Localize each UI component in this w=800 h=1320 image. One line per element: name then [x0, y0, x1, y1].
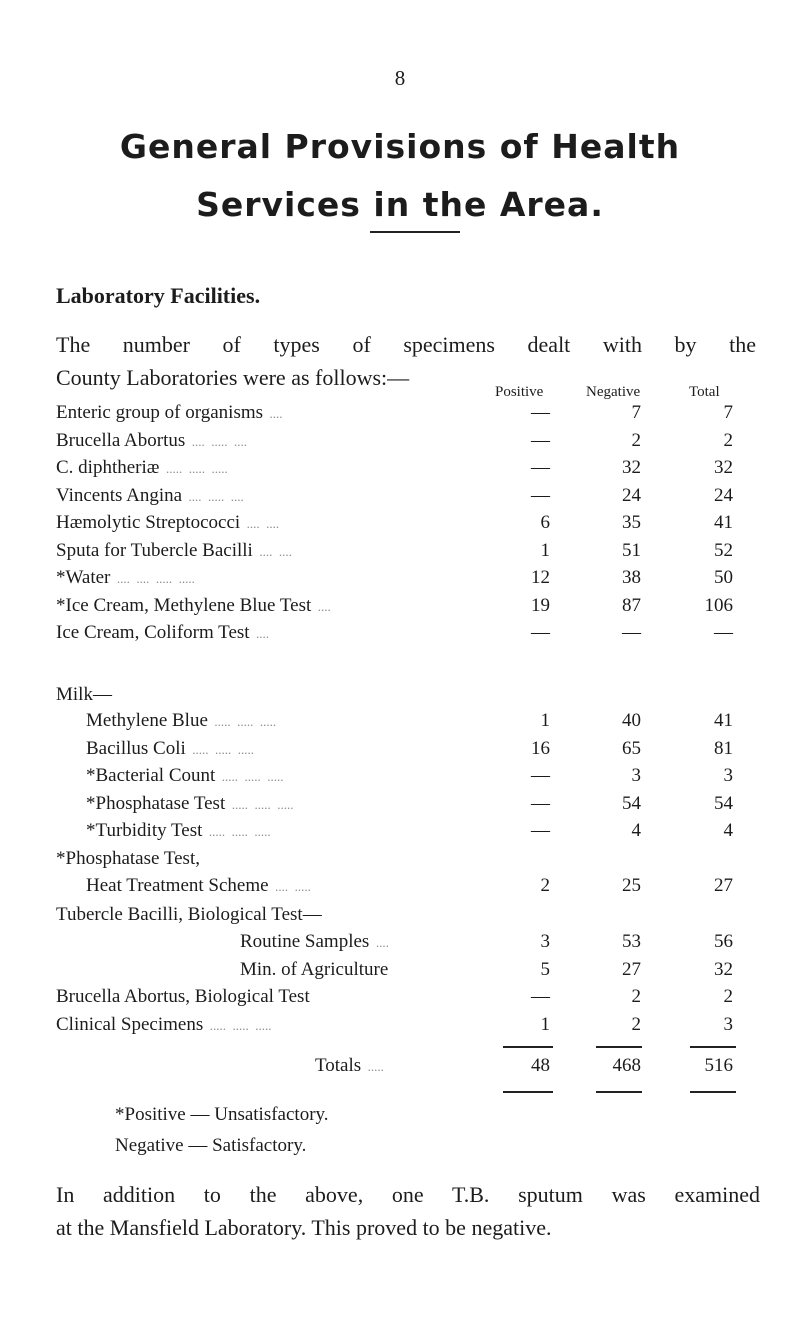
table-row — [0, 485, 800, 513]
table-row — [0, 457, 800, 485]
row-label-text: *Ice Cream, Methylene Blue Test — [56, 594, 312, 616]
column-header-total: Total — [689, 384, 720, 400]
row-label-text: Min. of Agriculture — [240, 958, 389, 980]
row-label-text: *Water — [56, 567, 111, 588]
leader-dots: .... — [369, 935, 389, 950]
cell-positive: 6 — [540, 512, 550, 533]
cell-positive: — — [531, 820, 550, 841]
cell-negative: 25 — [622, 875, 641, 896]
cell-total: 106 — [704, 594, 733, 616]
row-label — [86, 710, 276, 732]
row-label — [56, 512, 279, 534]
cell-negative: 53 — [622, 931, 641, 952]
table-row — [0, 793, 800, 821]
cell-positive: 12 — [531, 567, 550, 588]
cell-negative: 24 — [622, 484, 641, 506]
cell-positive: 5 — [540, 958, 550, 980]
leader-dots: .... — [249, 626, 270, 641]
title-line-1: General Provisions of Health — [119, 127, 681, 166]
cell-positive: — — [531, 457, 550, 478]
cell-positive: — — [531, 986, 550, 1007]
row-label — [56, 622, 269, 644]
row-label — [86, 820, 271, 842]
leader-dots: .... ..... — [268, 879, 311, 894]
row-label-text: Routine Samples — [240, 931, 370, 952]
leader-dots: ..... ..... ..... — [215, 769, 284, 784]
cell-total: 52 — [714, 539, 733, 561]
milk-heading-text: Milk— — [56, 684, 112, 705]
row-label — [86, 793, 293, 815]
leader-dots: ..... ..... ..... — [203, 1017, 272, 1033]
row-label-text: Ice Cream, Coliform Test — [56, 622, 250, 643]
leader-dots: ..... ..... ..... — [225, 796, 294, 812]
cell-positive: 48 — [531, 1055, 550, 1076]
cell-positive: 1 — [540, 539, 550, 561]
cell-positive: 1 — [540, 1013, 550, 1035]
table-row — [0, 402, 800, 430]
table-row — [0, 622, 800, 650]
row-label — [240, 959, 388, 981]
cell-negative: 65 — [622, 737, 641, 759]
row-label — [86, 765, 284, 787]
phosphatase-heading-text: *Phosphatase Test, — [56, 848, 200, 869]
milk-heading — [0, 684, 800, 712]
cell-positive: — — [531, 792, 550, 814]
row-label — [56, 567, 195, 589]
table-row — [0, 765, 800, 793]
cell-negative: 468 — [612, 1055, 641, 1076]
cell-negative: 2 — [631, 986, 641, 1007]
table-row — [0, 710, 800, 738]
total-rule-bottom — [690, 1091, 736, 1093]
row-label — [56, 430, 247, 452]
cell-total: 54 — [714, 792, 733, 814]
row-label — [56, 1014, 271, 1036]
title-divider — [370, 231, 460, 233]
cell-positive: — — [531, 484, 550, 506]
row-label-text: Vincents Angina — [56, 484, 183, 506]
table-row — [0, 875, 800, 903]
column-header-positive: Positive — [495, 384, 544, 400]
row-label-text: Bacillus Coli — [86, 737, 186, 759]
cell-total: 516 — [704, 1055, 733, 1076]
cell-total: 24 — [714, 484, 733, 506]
row-label-text: Methylene Blue — [86, 710, 208, 731]
table-row — [0, 931, 800, 959]
row-label — [86, 738, 254, 760]
cell-total: 32 — [714, 958, 733, 980]
total-rule-top — [503, 1046, 553, 1048]
row-label-text: Sputa for Tubercle Bacilli — [56, 539, 253, 561]
phosphatase-heading — [0, 848, 800, 876]
row-label — [56, 595, 331, 617]
total-rule-bottom — [503, 1091, 553, 1093]
cell-negative: — — [622, 622, 641, 643]
row-label-text: Clinical Specimens — [56, 1013, 204, 1035]
cell-positive: — — [531, 622, 550, 643]
row-label-text: Totals — [315, 1055, 362, 1076]
closing-line-1: In addition to the above, one T.B. sputum was examined — [56, 1182, 760, 1207]
row-label-text: *Phosphatase Test — [86, 792, 226, 814]
cell-negative: 38 — [622, 567, 641, 588]
cell-positive: 3 — [540, 931, 550, 952]
intro-line-2: County Laboratories were as follows:— — [56, 365, 410, 390]
cell-total: 41 — [714, 710, 733, 731]
cell-total: 56 — [714, 931, 733, 952]
cell-positive: 16 — [531, 737, 550, 759]
tubercle-heading — [0, 904, 800, 932]
cell-negative: 87 — [622, 594, 641, 616]
row-label — [240, 931, 389, 953]
title-line-2: Services in the Area. — [196, 185, 604, 224]
cell-positive: 1 — [540, 710, 550, 731]
row-label-text: *Bacterial Count — [86, 765, 216, 786]
cell-positive: — — [531, 765, 550, 786]
table-row — [0, 959, 800, 987]
table-row — [0, 1014, 800, 1042]
cell-negative: 2 — [631, 1013, 641, 1035]
leader-dots: .... — [311, 598, 331, 614]
cell-total: 81 — [714, 737, 733, 759]
leader-dots: .... .... ..... ..... — [110, 571, 195, 586]
cell-total: 2 — [723, 429, 733, 451]
cell-negative: 40 — [622, 710, 641, 731]
leader-dots: .... ..... .... — [182, 488, 244, 504]
page-title — [60, 118, 740, 234]
intro-line-1: The number of types of specimens dealt with by the — [56, 332, 756, 357]
cell-total: 50 — [714, 567, 733, 588]
leader-dots: .... .... — [240, 516, 280, 531]
table-row — [0, 512, 800, 540]
table-row — [0, 986, 800, 1014]
row-label — [56, 457, 228, 479]
table-row — [0, 540, 800, 568]
row-label — [56, 485, 244, 507]
cell-total: 7 — [723, 402, 733, 423]
footnote-positive: *Positive — Unsatisfactory. — [115, 1104, 329, 1125]
row-label-text: Enteric group of organisms — [56, 402, 264, 423]
closing-paragraph — [56, 1178, 760, 1244]
row-label-text: Hæmolytic Streptococci — [56, 512, 241, 533]
cell-positive: 19 — [531, 594, 550, 616]
tubercle-heading-text: Tubercle Bacilli, Biological Test— — [56, 904, 322, 925]
cell-total: 4 — [723, 820, 733, 841]
row-label — [56, 402, 283, 424]
cell-positive: — — [531, 402, 550, 423]
table-row — [0, 430, 800, 458]
total-rule-bottom — [596, 1091, 642, 1093]
cell-negative: 35 — [622, 512, 641, 533]
leader-dots: ..... ..... ..... — [159, 461, 228, 476]
cell-negative: 4 — [631, 820, 641, 841]
cell-total: 3 — [723, 1013, 733, 1035]
cell-total: 2 — [723, 986, 733, 1007]
cell-negative: 51 — [622, 539, 641, 561]
page-number: 8 — [394, 66, 406, 90]
intro-paragraph — [56, 328, 756, 394]
row-label-text: *Turbidity Test — [86, 820, 203, 841]
footnote-negative: Negative — Satisfactory. — [115, 1135, 307, 1156]
cell-total: 41 — [714, 512, 733, 533]
row-label — [86, 875, 311, 897]
leader-dots: .... .... — [252, 543, 292, 559]
column-header-negative: Negative — [586, 384, 641, 400]
cell-negative: 54 — [622, 792, 641, 814]
leader-dots: ..... ..... ..... — [202, 824, 271, 839]
total-rule-top — [690, 1046, 736, 1048]
row-label-text: C. diphtheriæ — [56, 457, 160, 478]
cell-negative: 27 — [622, 958, 641, 980]
cell-total: 3 — [723, 765, 733, 786]
total-rule-top — [596, 1046, 642, 1048]
cell-total: — — [714, 622, 733, 643]
table-row — [0, 567, 800, 595]
row-label-text: Brucella Abortus, Biological Test — [56, 986, 310, 1007]
row-label-text: Brucella Abortus — [56, 429, 186, 451]
row-label — [56, 986, 310, 1008]
cell-negative: 32 — [622, 457, 641, 478]
section-heading: Laboratory Facilities. — [56, 283, 261, 308]
leader-dots: ..... — [361, 1059, 384, 1074]
table-row — [0, 738, 800, 766]
table-row — [0, 595, 800, 623]
table-row — [0, 820, 800, 848]
leader-dots: ..... ..... ..... — [185, 741, 254, 757]
cell-positive: 2 — [540, 875, 550, 896]
cell-positive: — — [531, 429, 550, 451]
cell-total: 27 — [714, 875, 733, 896]
cell-negative: 7 — [631, 402, 641, 423]
leader-dots: ..... ..... ..... — [207, 714, 277, 729]
leader-dots: .... ..... .... — [185, 433, 248, 449]
closing-line-2: at the Mansfield Laboratory. This proved to be negative. — [56, 1215, 552, 1240]
cell-total: 32 — [714, 457, 733, 478]
row-label-text: Heat Treatment Scheme — [86, 875, 269, 896]
row-label — [56, 540, 292, 562]
row-label — [315, 1055, 384, 1077]
cell-negative: 3 — [631, 765, 641, 786]
cell-negative: 2 — [631, 429, 641, 451]
leader-dots: .... — [263, 406, 283, 421]
totals-row — [0, 1055, 800, 1083]
